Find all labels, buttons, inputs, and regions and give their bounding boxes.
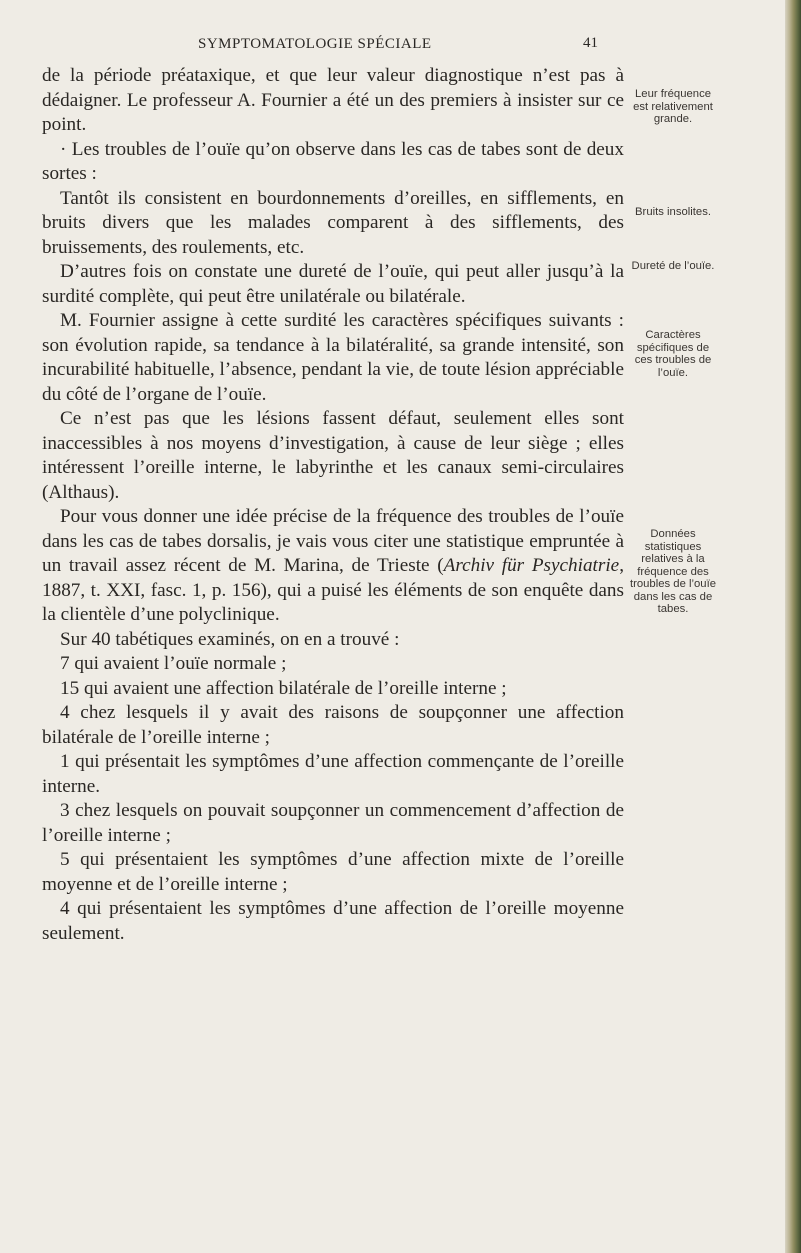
paragraph: Ce n’est pas que les lésions fassent défaut, seulement elles sont inaccessibles à nos moyens d’investigation, à cause de leur siège ; elles intéressent l’oreille interne, le labyrinthe et les canaux semi-circulaires (Althaus). xyxy=(42,408,624,503)
margin-note-caracteres: Caractères spécifiques de ces troubles de l’ouïe. xyxy=(634,329,712,379)
citation-text-after: , 1887, t. XXI, fasc. 1, p. 156), qui a puisé les éléments de son enquête dans la clientèle d’une polyclinique. xyxy=(42,555,624,625)
paragraph: Tantôt ils consistent en bourdonnements d’oreilles, en sifflements, en bruits divers que les malades comparent à des sifflements, des bruissements, des roulements, etc. xyxy=(42,187,624,258)
main-text xyxy=(42,64,624,946)
book-binding-edge xyxy=(785,0,801,1253)
margin-note-durete: Dureté de l’ouïe. xyxy=(631,260,715,272)
margin-note-donnees: Données statistiques relatives à la fréquence des troubles de l’ouïe dans les cas de tabes. xyxy=(629,528,717,615)
margin-note-frequence: Leur fréquence est relativement grande. xyxy=(633,88,713,125)
page-number: 41 xyxy=(583,35,598,51)
running-title: SYMPTOMATOLOGIE SPÉCIALE xyxy=(198,36,432,52)
margin-note-bruits: Bruits insolites. xyxy=(635,206,711,218)
statistic-item: 3 chez lesquels on pouvait soupçonner un commencement d’affection de l’oreille interne ; xyxy=(42,800,624,846)
paragraph: de la période préataxique, et que leur valeur diagnostique n’est pas à dédaigner. Le professeur A. Fournier a été un des premiers à insister sur ce point. xyxy=(42,65,624,135)
paragraph: · Les troubles de l’ouïe qu’on observe dans les cas de tabes sont de deux sortes : xyxy=(42,138,624,184)
paragraph: M. Fournier assigne à cette surdité les caractères spécifiques suivants : son évolution rapide, sa tendance à la bilatéralité, sa grande intensité, son incurabilité habituelle, l’absence, pendant la vie, de toute lésion appréciable du côté de l’organe de l’ouïe. xyxy=(42,310,624,405)
paragraph: D’autres fois on constate une dureté de l’ouïe, qui peut aller jusqu’à la surdité complète, qui peut être unilatérale ou bilatérale. xyxy=(42,261,624,307)
statistic-item: 1 qui présentait les symptômes d’une affection commençante de l’oreille interne. xyxy=(42,751,624,797)
paragraph: Sur 40 tabétiques examinés, on en a trouvé : xyxy=(60,628,400,650)
statistic-item: 15 qui avaient une affection bilatérale de l’oreille interne ; xyxy=(60,677,507,699)
statistic-item: 7 qui avaient l’ouïe normale ; xyxy=(60,653,287,674)
paragraph-citation xyxy=(42,505,624,628)
journal-title: Archiv für Psychiatrie xyxy=(443,555,620,576)
statistic-item: 4 qui présentaient les symptômes d’une affection de l’oreille moyenne seulement. xyxy=(42,898,624,944)
citation-text-before: Pour vous donner une idée précise de la fréquence des troubles de l’ouïe dans les cas de tabes dorsalis, je vais vous citer une statistique empruntée à un travail assez récent de M. Marina, de Trieste ( xyxy=(42,506,624,576)
statistic-item: 4 chez lesquels il y avait des raisons de soupçonner une affection bilatérale de l’oreille interne ; xyxy=(42,702,624,748)
statistic-item: 5 qui présentaient les symptômes d’une affection mixte de l’oreille moyenne et de l’oreille interne ; xyxy=(42,849,624,895)
page-header xyxy=(0,32,690,58)
